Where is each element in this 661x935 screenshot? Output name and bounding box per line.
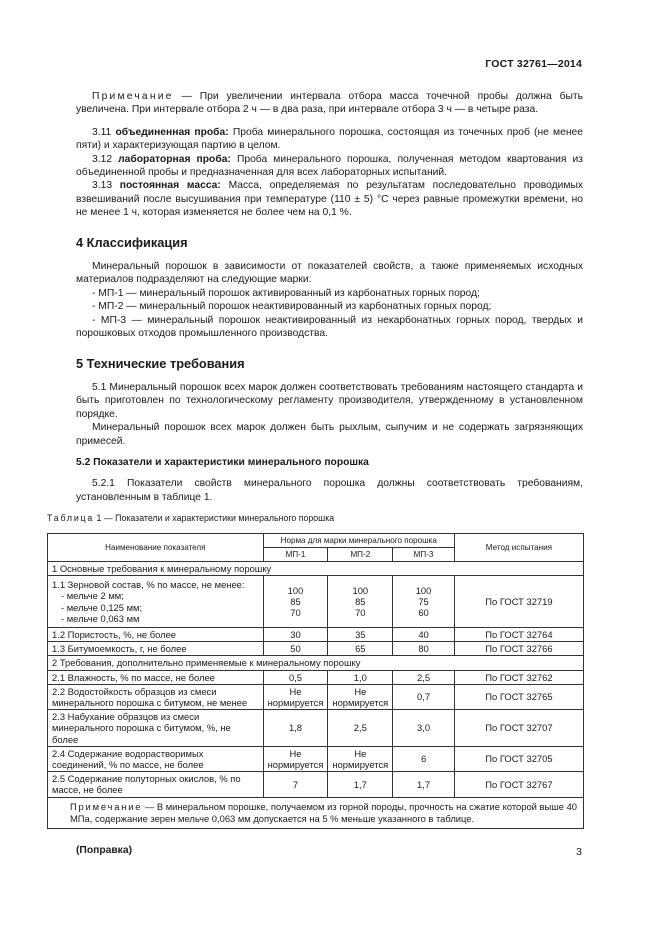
table-section-row: [48, 656, 584, 670]
page-number: 3: [576, 846, 582, 858]
table-note: [48, 797, 584, 828]
paragraph-5-1-cont: Минеральный порошок всех марок должен быть рыхлым, сыпучим и не содержать загрязняющих примесей.: [76, 422, 583, 447]
definition-text: Проба минерального порошка, состоящая из точечных проб (не менее пяти) и характеризующая партию в целом.: [76, 126, 583, 152]
cell-mp2: 65: [328, 642, 393, 656]
definition-text: Масса, определяемая по результатам последовательно проводимых взвешиваний после высушивания при температуре (110 ± 5) °С через равные промежутки времени, но не менее 1 ч, которая изменяется не более чем на 0,1 %.: [76, 180, 583, 219]
cell-method: По ГОСТ 32707: [454, 710, 583, 747]
cell-mp1: 50: [263, 642, 328, 656]
cell-mp3: 1,7: [393, 772, 455, 797]
table-row: [48, 684, 584, 709]
row-1-1-mp2: 100 85 70: [328, 576, 393, 628]
table-row: [48, 710, 584, 747]
table-row: [48, 576, 584, 628]
definition-term: постоянная масса:: [119, 180, 221, 192]
row-name: 1.2 Пористость, %, не более: [48, 627, 264, 641]
list-item: - МП-2 — минеральный порошок неактивированный из карбонатных горных пород;: [92, 301, 492, 313]
cell-method: По ГОСТ 32705: [454, 746, 583, 771]
section-1-label: 1 Основные требования к минеральному порошку: [48, 561, 584, 575]
table-row: [48, 627, 584, 641]
definition-number: 3.11: [92, 126, 116, 138]
definition-3-11: [76, 126, 583, 153]
section-5-title: 5 Технические требования: [76, 355, 245, 371]
row-name: 1.3 Битумоемкость, г, не более: [48, 642, 264, 656]
header-norm: Норма для марки минерального порошка: [263, 533, 454, 547]
definition-number: 3.13: [92, 180, 120, 192]
row-name: 2.4 Содержание водорастворимых соединений, % по массе, не более: [48, 746, 264, 771]
cell-method: По ГОСТ 32764: [454, 627, 583, 641]
note-label: Примечание: [92, 91, 174, 102]
cell-mp3: 40: [393, 627, 455, 641]
cell-mp2: 1,7: [328, 772, 393, 797]
cell-mp3: 0,7: [393, 684, 455, 709]
paragraph-5-2-1: 5.2.1 Показатели свойств минерального порошка должны соответствовать требованиям, установленным в таблице 1.: [76, 478, 583, 503]
definition-term: объединенная проба:: [115, 126, 229, 138]
table-caption: [47, 512, 583, 525]
correction-label: (Поправка): [76, 844, 132, 856]
cell-mp1: 1,8: [263, 710, 328, 747]
row-name: 2.1 Влажность, % по массе, не более: [48, 670, 264, 684]
paragraph-5-1: 5.1 Минеральный порошок всех марок должен соответствовать требованиям настоящего стандарта и быть приготовлен по технологическому регламенту производителя, утвержденному в установленном порядке.: [76, 381, 583, 420]
table-row: [48, 746, 584, 771]
section-2-label: 2 Требования, дополнительно применяемые к минеральному порошку: [48, 656, 584, 670]
cell-mp1: 0,5: [263, 670, 328, 684]
row-name: 2.3 Набухание образцов из смеси минерального порошка с битумом, %, не более: [48, 710, 264, 747]
cell-mp2: Не нормируется: [328, 684, 393, 709]
page-content: [47, 90, 583, 857]
row-1-1-name: [48, 576, 264, 628]
definition-3-12: [76, 153, 583, 180]
cell-mp2: Не нормируется: [328, 746, 393, 771]
cell-mp1: 30: [263, 627, 328, 641]
row-sub: - мельче 2 мм;: [61, 590, 124, 602]
standard-header: ГОСТ 32761—2014: [485, 58, 582, 70]
row-name: 1.1 Зерновой состав, % по массе, не менее:: [52, 579, 245, 591]
cell-method: По ГОСТ 32765: [454, 684, 583, 709]
row-1-1-mp1: 100 85 70: [263, 576, 328, 628]
list-item: - МП-1 — минеральный порошок активированный из карбонатных горных пород;: [92, 287, 480, 299]
section-4-title: 4 Классификация: [76, 234, 188, 250]
section-4-intro: Минеральный порошок в зависимости от показателей свойств, а также применяемых исходных материалов подразделяют на следующие марки:: [76, 261, 583, 286]
subsection-5-2-title: 5.2 Показатели и характеристики минерального порошка: [76, 456, 369, 468]
table-note-label: Примечание: [70, 800, 143, 812]
table-caption-label: Таблица: [47, 513, 95, 524]
definition-term: лабораторная проба:: [118, 153, 231, 165]
row-name: 2.2 Водостойкость образцов из смеси минерального порошка с битумом, не менее: [48, 684, 264, 709]
table-row: [48, 772, 584, 797]
cell-method: По ГОСТ 32766: [454, 642, 583, 656]
row-name: 2.5 Содержание полуторных окислов, % по массе, не более: [48, 772, 264, 797]
cell-mp3: 80: [393, 642, 455, 656]
cell-mp1: Не нормируется: [263, 746, 328, 771]
table-note-text: — В минеральном порошке, получаемом из горной породы, прочность на сжатие которой выше 40 МПа, содержание зерен мельче 0,063 мм допускается на 5 % меньше указанного в таблице.: [70, 800, 577, 824]
cell-method: По ГОСТ 32767: [454, 772, 583, 797]
cell-mp2: 35: [328, 627, 393, 641]
row-1-1-mp3: 100 75 60: [393, 576, 455, 628]
row-sub: - мельче 0,125 мм;: [61, 601, 143, 613]
row-1-1-method: По ГОСТ 32719: [454, 576, 583, 628]
row-sub: - мельче 0,063 мм: [61, 612, 140, 624]
definition-text: Проба минерального порошка, полученная методом квартования из объединенной пробы и предназначенная для всех лабораторных испытаний.: [76, 153, 583, 179]
table-note-row: [48, 797, 584, 828]
note-text: — При увеличении интервала отбора масса точечной пробы должна быть увеличена. При интервале отбора 2 ч — в два раза, при интервале отбора 3 ч — в четыре раза.: [76, 91, 583, 116]
cell-mp2: 1,0: [328, 670, 393, 684]
definition-3-13: [76, 179, 583, 219]
table-caption-text: 1 — Показатели и характеристики минерального порошка: [94, 513, 335, 524]
table-section-row: [48, 561, 584, 575]
requirements-table: [47, 533, 584, 829]
header-mp1: МП-1: [263, 547, 328, 561]
header-method: Метод испытания: [454, 533, 583, 561]
cell-method: По ГОСТ 32762: [454, 670, 583, 684]
cell-mp1: 7: [263, 772, 328, 797]
list-item: - МП-3 — минеральный порошок неактивированный из некарбонатных горных пород, твердых и порошковых отходов промышленного производства.: [76, 314, 583, 340]
cell-mp2: 2,5: [328, 710, 393, 747]
cell-mp3: 6: [393, 746, 455, 771]
table-row: [48, 670, 584, 684]
header-mp3: МП-3: [393, 547, 455, 561]
definition-number: 3.12: [92, 153, 119, 165]
cell-mp3: 2,5: [393, 670, 455, 684]
note-3-10: [76, 90, 583, 117]
header-name: Наименование показателя: [48, 533, 264, 561]
table-row: [48, 642, 584, 656]
cell-mp3: 3,0: [393, 710, 455, 747]
header-mp2: МП-2: [328, 547, 393, 561]
cell-mp1: Не нормируется: [263, 684, 328, 709]
